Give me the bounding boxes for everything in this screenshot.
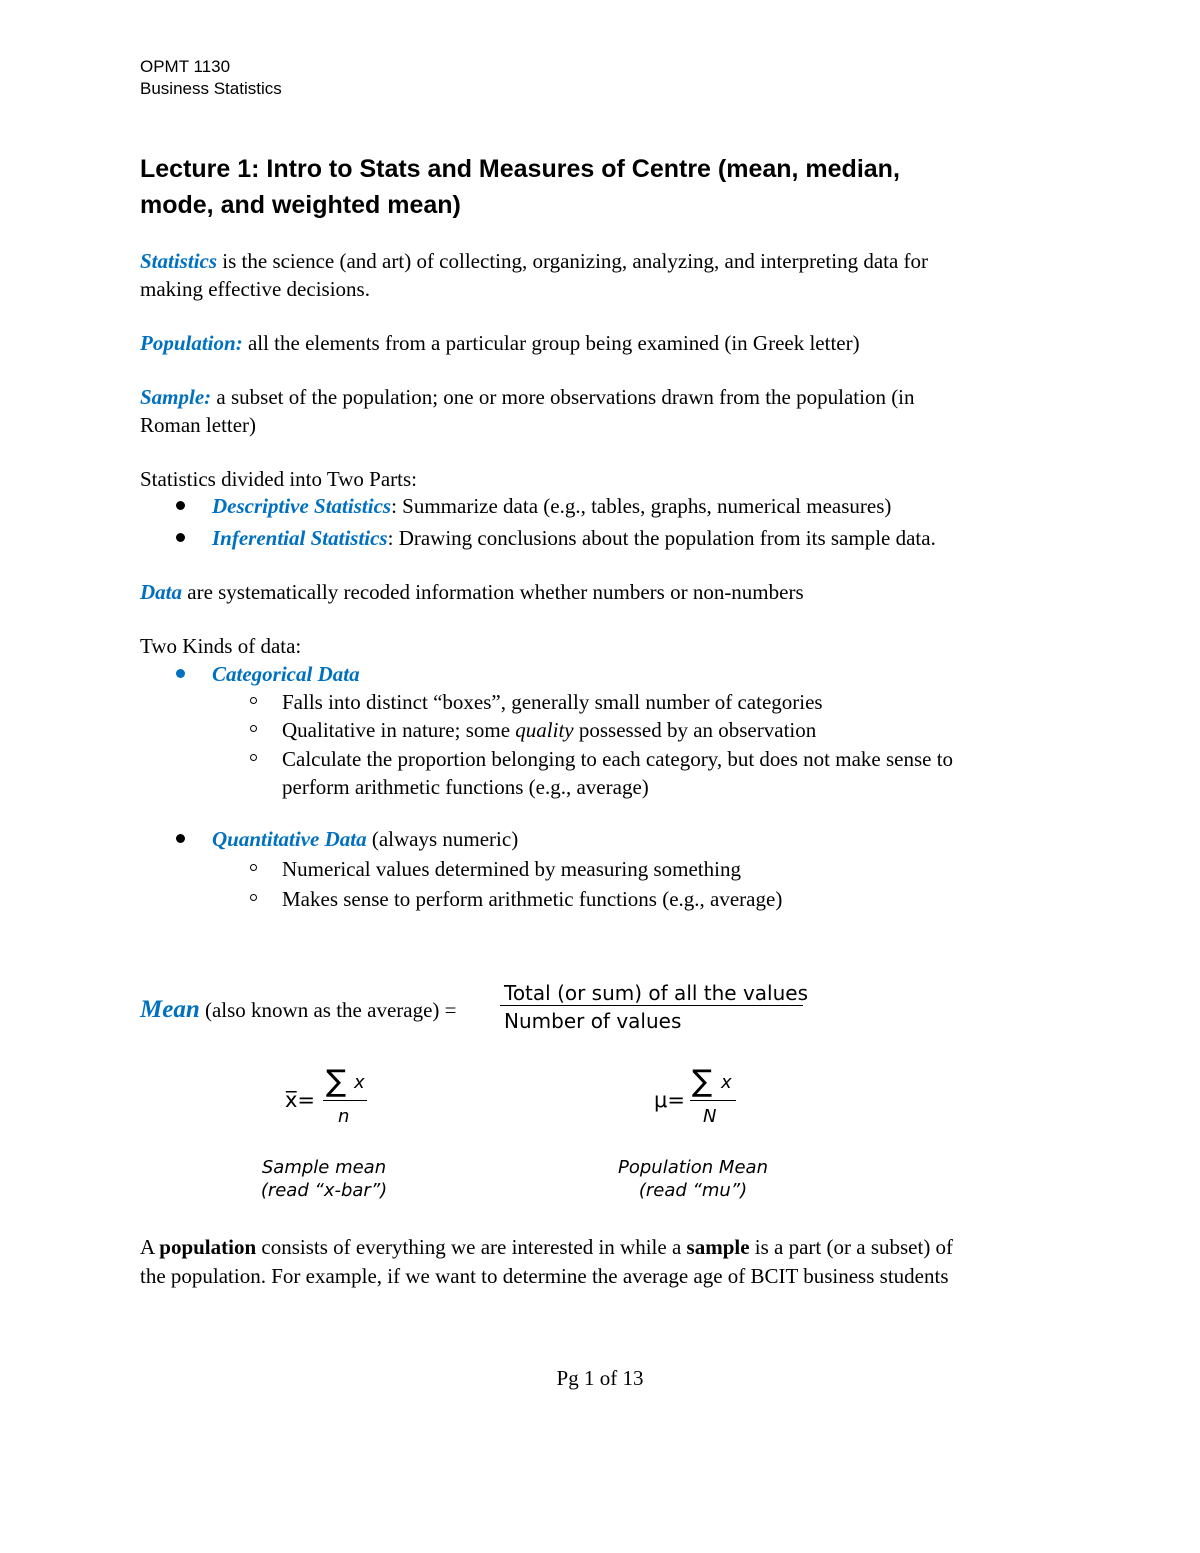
page-title-line1: Lecture 1: Intro to Stats and Measures of Centre (mean, median, bbox=[140, 155, 900, 183]
population-size-n: N bbox=[703, 1106, 717, 1127]
closing-text-e: is a part (or a subset) of bbox=[749, 1235, 954, 1259]
sub-bullet-icon bbox=[250, 864, 257, 871]
categorical-term: Categorical Data bbox=[212, 662, 360, 686]
sample-definition-cont: Roman letter) bbox=[140, 413, 257, 437]
parts-heading: Statistics divided into Two Parts: bbox=[140, 467, 417, 491]
population-term: Population: bbox=[140, 331, 243, 355]
sub-bullet-icon bbox=[250, 754, 257, 761]
inferential-term: Inferential Statistics bbox=[212, 526, 388, 550]
categorical-point-2-post: possessed by an observation bbox=[573, 718, 817, 742]
population-mean-caption: Population Mean bbox=[618, 1157, 768, 1178]
sample-term: Sample: bbox=[140, 385, 212, 409]
sigma-symbol: ∑ bbox=[692, 1064, 713, 1099]
categorical-point-3-cont: perform arithmetic functions (e.g., average) bbox=[282, 775, 649, 799]
closing-paragraph-line1 bbox=[140, 1233, 953, 1262]
fraction-bar bbox=[500, 1005, 803, 1006]
statistics-text: is the science (and art) of collecting, organizing, analyzing, and interpreting data for bbox=[217, 249, 929, 273]
fraction-bar bbox=[323, 1100, 367, 1101]
categorical-point-2-pre: Qualitative in nature; some bbox=[282, 718, 516, 742]
categorical-data-item bbox=[212, 660, 360, 689]
sample-bold: sample bbox=[686, 1235, 750, 1259]
sub-bullet-icon bbox=[250, 894, 257, 901]
population-bold: population bbox=[159, 1235, 257, 1259]
kinds-heading: Two Kinds of data: bbox=[140, 634, 302, 658]
descriptive-term: Descriptive Statistics bbox=[212, 494, 392, 518]
page-number: Pg 1 of 13 bbox=[556, 1366, 644, 1390]
sample-size-n: n bbox=[338, 1106, 350, 1127]
bullet-icon bbox=[176, 501, 185, 510]
sample-text: a subset of the population; one or more observations drawn from the population (in bbox=[211, 385, 915, 409]
sample-mean-caption: Sample mean bbox=[261, 1157, 387, 1178]
population-mean-reading: (read “mu”) bbox=[638, 1180, 748, 1201]
inferential-text: : Drawing conclusions about the population from its sample data. bbox=[387, 526, 936, 550]
population-mean-variable: x bbox=[721, 1072, 732, 1093]
bullet-icon bbox=[176, 533, 185, 542]
data-term: Data bbox=[140, 580, 182, 604]
inferential-statistics-item bbox=[212, 524, 936, 553]
statistics-definition-cont: making effective decisions. bbox=[140, 277, 370, 301]
descriptive-statistics-item bbox=[212, 492, 891, 521]
quality-emphasis: quality bbox=[515, 718, 574, 742]
sample-mean-variable: x bbox=[354, 1072, 365, 1093]
quantitative-text: (always numeric) bbox=[366, 827, 519, 851]
header-course: OPMT 1130 bbox=[140, 57, 231, 76]
bullet-icon bbox=[176, 834, 185, 843]
sigma-symbol: ∑ bbox=[326, 1064, 347, 1099]
population-mean-lhs: μ= bbox=[654, 1088, 685, 1112]
sample-mean-lhs: x̅= bbox=[285, 1088, 316, 1112]
quantitative-point-2: Makes sense to perform arithmetic functions (e.g., average) bbox=[282, 887, 783, 911]
closing-text-a: A bbox=[140, 1235, 160, 1259]
closing-paragraph-line2: the population. For example, if we want to determine the average age of BCIT business students bbox=[140, 1264, 949, 1288]
categorical-point-1: Falls into distinct “boxes”, generally small number of categories bbox=[282, 690, 823, 714]
quantitative-term: Quantitative Data bbox=[212, 827, 367, 851]
mean-denominator: Number of values bbox=[504, 1009, 682, 1033]
categorical-point-2 bbox=[282, 716, 816, 745]
descriptive-text: : Summarize data (e.g., tables, graphs, numerical measures) bbox=[391, 494, 892, 518]
page-title-line2: mode, and weighted mean) bbox=[140, 191, 461, 219]
statistics-term: Statistics bbox=[140, 249, 218, 273]
population-definition bbox=[140, 329, 860, 358]
data-definition bbox=[140, 578, 804, 607]
quantitative-data-item bbox=[212, 825, 518, 854]
sub-bullet-icon bbox=[250, 725, 257, 732]
closing-text-c: consists of everything we are interested in while a bbox=[256, 1235, 687, 1259]
categorical-point-3: Calculate the proportion belonging to each category, but does not make sense to bbox=[282, 747, 954, 771]
sample-mean-reading: (read “x-bar”) bbox=[260, 1180, 388, 1201]
bullet-icon bbox=[176, 669, 185, 678]
mean-term: Mean bbox=[140, 996, 200, 1023]
population-text: all the elements from a particular group being examined (in Greek letter) bbox=[242, 331, 860, 355]
sample-definition bbox=[140, 383, 915, 412]
data-text: are systematically recoded information whether numbers or non-numbers bbox=[182, 580, 804, 604]
quantitative-point-1: Numerical values determined by measuring something bbox=[282, 857, 741, 881]
statistics-definition bbox=[140, 247, 928, 276]
mean-definition bbox=[140, 995, 456, 1025]
fraction-bar bbox=[690, 1100, 736, 1101]
sub-bullet-icon bbox=[250, 697, 257, 704]
mean-text: (also known as the average) = bbox=[199, 998, 457, 1022]
mean-numerator: Total (or sum) of all the values bbox=[504, 981, 809, 1005]
header-subject: Business Statistics bbox=[140, 79, 282, 98]
